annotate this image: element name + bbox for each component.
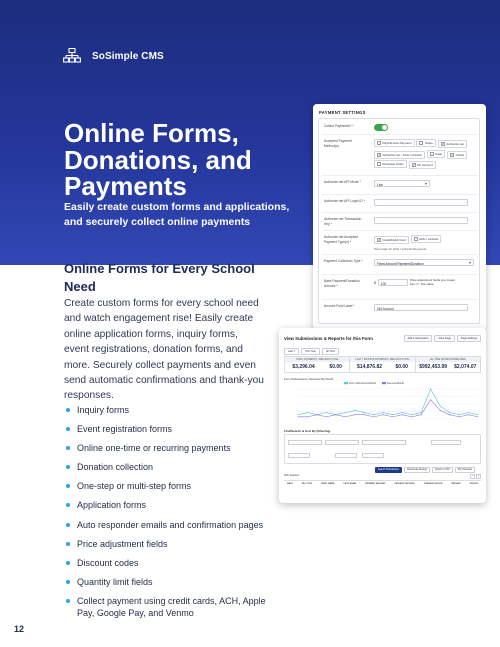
bulk-action[interactable]: With Selected:: [284, 474, 300, 477]
base-amount-input[interactable]: 100: [378, 279, 408, 286]
check-icon: ✓: [451, 152, 454, 157]
check-icon: ✓: [378, 238, 381, 242]
bullet-icon: [66, 580, 70, 584]
base-amount-row: [322, 276, 478, 300]
data-point: [392, 414, 393, 415]
submissions-toolbar: [404, 335, 481, 342]
checkbox-icon: [414, 237, 418, 241]
stat-card: [350, 357, 415, 372]
data-point: [373, 416, 374, 417]
stat-header: TODAY PAYMENTS / REFUNDS TOTAL: [285, 357, 349, 362]
list-item: Price adjustment fields: [66, 538, 281, 551]
data-point: [298, 416, 299, 417]
list-item: Auto responder emails and confirmation pages: [66, 519, 281, 532]
stat-value: $992,453.99: [419, 363, 448, 370]
method-checkbox[interactable]: Stripe: [416, 139, 435, 147]
field-label: Base Payment/Donation Amount *: [324, 279, 360, 288]
transaction-key-row: [322, 214, 478, 231]
legend-swatch: [382, 382, 386, 384]
api-mode-row: [322, 177, 478, 195]
field-label: Authorize.net API Mode *: [324, 180, 361, 184]
section-title: Online Forms for Every School Need: [64, 261, 255, 294]
bullet-icon: [66, 446, 70, 450]
data-point: [364, 414, 365, 415]
bullet-icon: [66, 484, 70, 488]
data-point: [345, 412, 346, 413]
submissions-chart: [284, 381, 481, 423]
pagination: [470, 474, 481, 479]
bullet-icon: [66, 408, 70, 412]
data-point: [440, 410, 441, 411]
brand-name: SoSimple CMS: [92, 50, 164, 62]
field-label: Collect Payments? *: [324, 124, 354, 128]
data-point: [383, 414, 384, 415]
field-label: Authorize.net API Login ID *: [324, 199, 365, 203]
type-checkbox[interactable]: ACH / eCheck: [411, 235, 442, 243]
base-amount-note: Price adjustment fields you create can >/< this value.: [409, 278, 455, 286]
list-item: Discount codes: [66, 557, 281, 570]
data-point: [402, 412, 403, 413]
data-point: [335, 414, 336, 415]
column-header[interactable]: STATUS: [469, 483, 478, 485]
data-point: [421, 412, 422, 413]
filter-field[interactable]: [431, 440, 461, 445]
checkbox-icon: [377, 162, 381, 166]
list-item: Donation collection: [66, 461, 281, 474]
checkbox-icon: [430, 152, 434, 156]
bullet-icon: [66, 503, 70, 507]
collection-type-row: [322, 256, 478, 275]
data-point: [354, 414, 355, 415]
data-point: [411, 416, 412, 417]
data-point: [440, 406, 441, 407]
tab-all-time[interactable]: All Time: [322, 348, 339, 355]
page-number: 12: [14, 624, 25, 634]
export-csv-button[interactable]: Export to CSV: [432, 467, 453, 473]
data-point: [373, 414, 374, 415]
data-point: [298, 414, 299, 415]
field-label: Payment Collection Type *: [324, 259, 363, 263]
column-header[interactable]: PAYMENT AMOUNT: [365, 483, 386, 485]
list-item: One-step or multi-step forms: [66, 480, 281, 493]
column-header[interactable]: DATE: [287, 483, 293, 485]
filter-field[interactable]: [288, 440, 322, 445]
page-title: Online Forms, Donations, and Payments: [64, 118, 252, 201]
data-point: [459, 416, 460, 417]
page-next-button[interactable]: ›: [478, 475, 479, 478]
data-point: [364, 412, 365, 413]
bullet-icon: [66, 523, 70, 527]
data-point: [430, 389, 431, 390]
method-checkbox[interactable]: ✓ On Account: [409, 161, 436, 169]
data-point: [468, 412, 469, 413]
stat-value: $14,876.82: [357, 363, 383, 370]
method-checkbox[interactable]: Purchase Order: [374, 160, 407, 168]
submissions-screenshot: [279, 328, 486, 503]
data-point: [345, 416, 346, 417]
type-checkbox[interactable]: ✓ Credit/Debit Card: [374, 236, 409, 244]
data-point: [478, 416, 479, 417]
stat-value: $2,074.07: [454, 363, 477, 370]
chart-title: Form Submissions / Revenue By Month: [284, 377, 334, 381]
filter-field[interactable]: [362, 440, 406, 445]
print-receipts-button[interactable]: Print Receipts: [455, 467, 475, 473]
collect-payments-row: [322, 121, 478, 135]
range-tabs: [284, 348, 339, 355]
data-point: [421, 414, 422, 415]
stat-header: ALL TIME PAYMENTS/REFUNDS: [416, 357, 480, 362]
series-line: [298, 400, 478, 417]
method-checkbox[interactable]: PayPal Auto Payment: [374, 139, 415, 147]
data-point: [468, 414, 469, 415]
stat-value: $3,296.04: [292, 363, 315, 370]
field-label: Amount Field Label *: [324, 304, 355, 308]
stat-value: $0.00: [395, 363, 408, 370]
list-item: Online one-time or recurring payments: [66, 442, 281, 455]
legend-swatch: [344, 382, 348, 384]
tab-last-7[interactable]: Last 7: [284, 348, 299, 355]
stat-value: $0.00: [329, 363, 342, 370]
data-point: [316, 414, 317, 415]
payment-types-row: [322, 232, 478, 255]
column-header[interactable]: FIRST NAME: [321, 483, 335, 485]
list-item: Quantity limit fields: [66, 576, 281, 589]
method-checkbox[interactable]: Cash: [427, 150, 446, 158]
list-item: Event registration forms: [66, 423, 281, 436]
list-item: Application forms: [66, 499, 281, 512]
collection-type-select[interactable]: Fixed Amount Payment/Donation ▾: [374, 259, 474, 266]
field-label: Accepted Payment Method(s): [324, 139, 352, 148]
submissions-table: [284, 480, 481, 487]
check-icon: ✓: [378, 152, 381, 157]
currency-symbol: $: [374, 280, 376, 285]
filter-field[interactable]: [325, 440, 359, 445]
page-settings-button[interactable]: Page Settings: [457, 335, 481, 342]
series-line: [298, 389, 478, 415]
filter-panel: [284, 434, 481, 464]
list-item: Collect payment using credit cards, ACH, Apple Pay, Google Pay, and Venmo: [66, 595, 281, 620]
amount-label-input[interactable]: Gift Amount: [374, 304, 468, 311]
section-body: Create custom forms for every school need and watch engagement rise! Easily create online application forms, inquiry forms, event registrations, donation forms, and more. Securely collect payments and even send automatic confirmations and thank-you responses.: [64, 298, 264, 402]
payment-settings-heading: PAYMENT SETTINGS: [319, 110, 366, 115]
bullet-icon: [66, 427, 70, 431]
hero-subtitle: Easily create custom forms and applications, and securely collect online payments: [64, 201, 290, 228]
stat-card: [285, 357, 350, 372]
legend-label: Form Submissions/Month: [349, 382, 377, 385]
page-prev-button[interactable]: ‹: [472, 475, 474, 478]
column-header[interactable]: REFUND: [451, 483, 461, 485]
check-icon: ✓: [441, 142, 445, 146]
method-checkbox[interactable]: ✓ Authorize.net - ACH / eCheck: [374, 151, 425, 159]
sitemap-icon: [63, 48, 81, 64]
data-point: [459, 414, 460, 415]
brand: [63, 48, 164, 64]
checkbox-icon: [377, 141, 381, 145]
payment-settings-panel: [318, 118, 480, 324]
bullet-icon: [66, 465, 70, 469]
filter-field[interactable]: [288, 453, 310, 458]
data-point: [478, 414, 479, 415]
bullet-icon: [66, 599, 70, 603]
collect-payments-toggle[interactable]: [374, 124, 388, 131]
data-point: [449, 412, 450, 413]
search-submissions-button[interactable]: Search Submissions: [375, 467, 402, 473]
tab-this-year[interactable]: This Year: [301, 348, 320, 355]
data-point: [326, 412, 327, 413]
data-point: [430, 399, 431, 400]
column-header[interactable]: PAY TYPE: [301, 483, 313, 485]
filter-actions: [375, 467, 475, 473]
revenue-stats: [284, 356, 481, 373]
column-header[interactable]: LAST NAME: [343, 483, 357, 485]
method-checkbox[interactable]: ✓ Check: [447, 151, 467, 159]
feature-list: [66, 404, 281, 627]
stat-header: LAST 7 MONTHS PAYMENTS / REFUNDS TOTAL: [350, 357, 414, 362]
data-point: [326, 416, 327, 417]
data-point: [449, 414, 450, 415]
transaction-key-input[interactable]: [374, 217, 468, 224]
checkbox-icon: [419, 141, 423, 145]
bullet-icon: [66, 561, 70, 565]
payment-methods-row: [322, 136, 478, 176]
data-point: [411, 414, 412, 415]
data-point: [392, 416, 393, 417]
data-point: [307, 412, 308, 413]
method-checkbox[interactable]: ✓ Authorize.net: [438, 140, 467, 148]
api-login-input[interactable]: [374, 199, 468, 206]
field-label: Authorize.net Accepted Payment Type(s) *: [324, 235, 358, 244]
table-header: [284, 481, 481, 487]
email-settings-button[interactable]: View Email Settings: [404, 467, 430, 473]
data-point: [354, 410, 355, 411]
filter-field[interactable]: [362, 453, 384, 458]
api-mode-select[interactable]: Live ▾: [374, 180, 430, 187]
legend-label: Revenue/Month: [387, 382, 404, 385]
field-label: Authorize.net Transaction Key *: [324, 217, 362, 226]
data-point: [307, 416, 308, 417]
amount-label-row: [322, 301, 478, 319]
data-point: [383, 412, 384, 413]
filter-field[interactable]: [335, 453, 357, 458]
add-submission-button[interactable]: Add a Submission: [404, 335, 433, 342]
check-icon: ✓: [412, 163, 416, 167]
column-header[interactable]: PAYMENT METHOD: [394, 483, 415, 485]
column-header[interactable]: TRANSACTION ID: [423, 483, 443, 485]
bullet-icon: [66, 542, 70, 546]
submissions-title: View Submissions & Reports for this Form: [284, 336, 373, 341]
types-note: Test mode for ACH / eCheck Payments: [374, 246, 427, 251]
list-item: Inquiry forms: [66, 404, 281, 417]
stat-card: [416, 357, 480, 372]
filter-title: Find/Search & Sort By (Filtering): [284, 429, 331, 433]
api-login-row: [322, 196, 478, 213]
payment-settings-screenshot: [313, 104, 486, 330]
view-page-button[interactable]: View Page: [434, 335, 454, 342]
data-point: [402, 414, 403, 415]
